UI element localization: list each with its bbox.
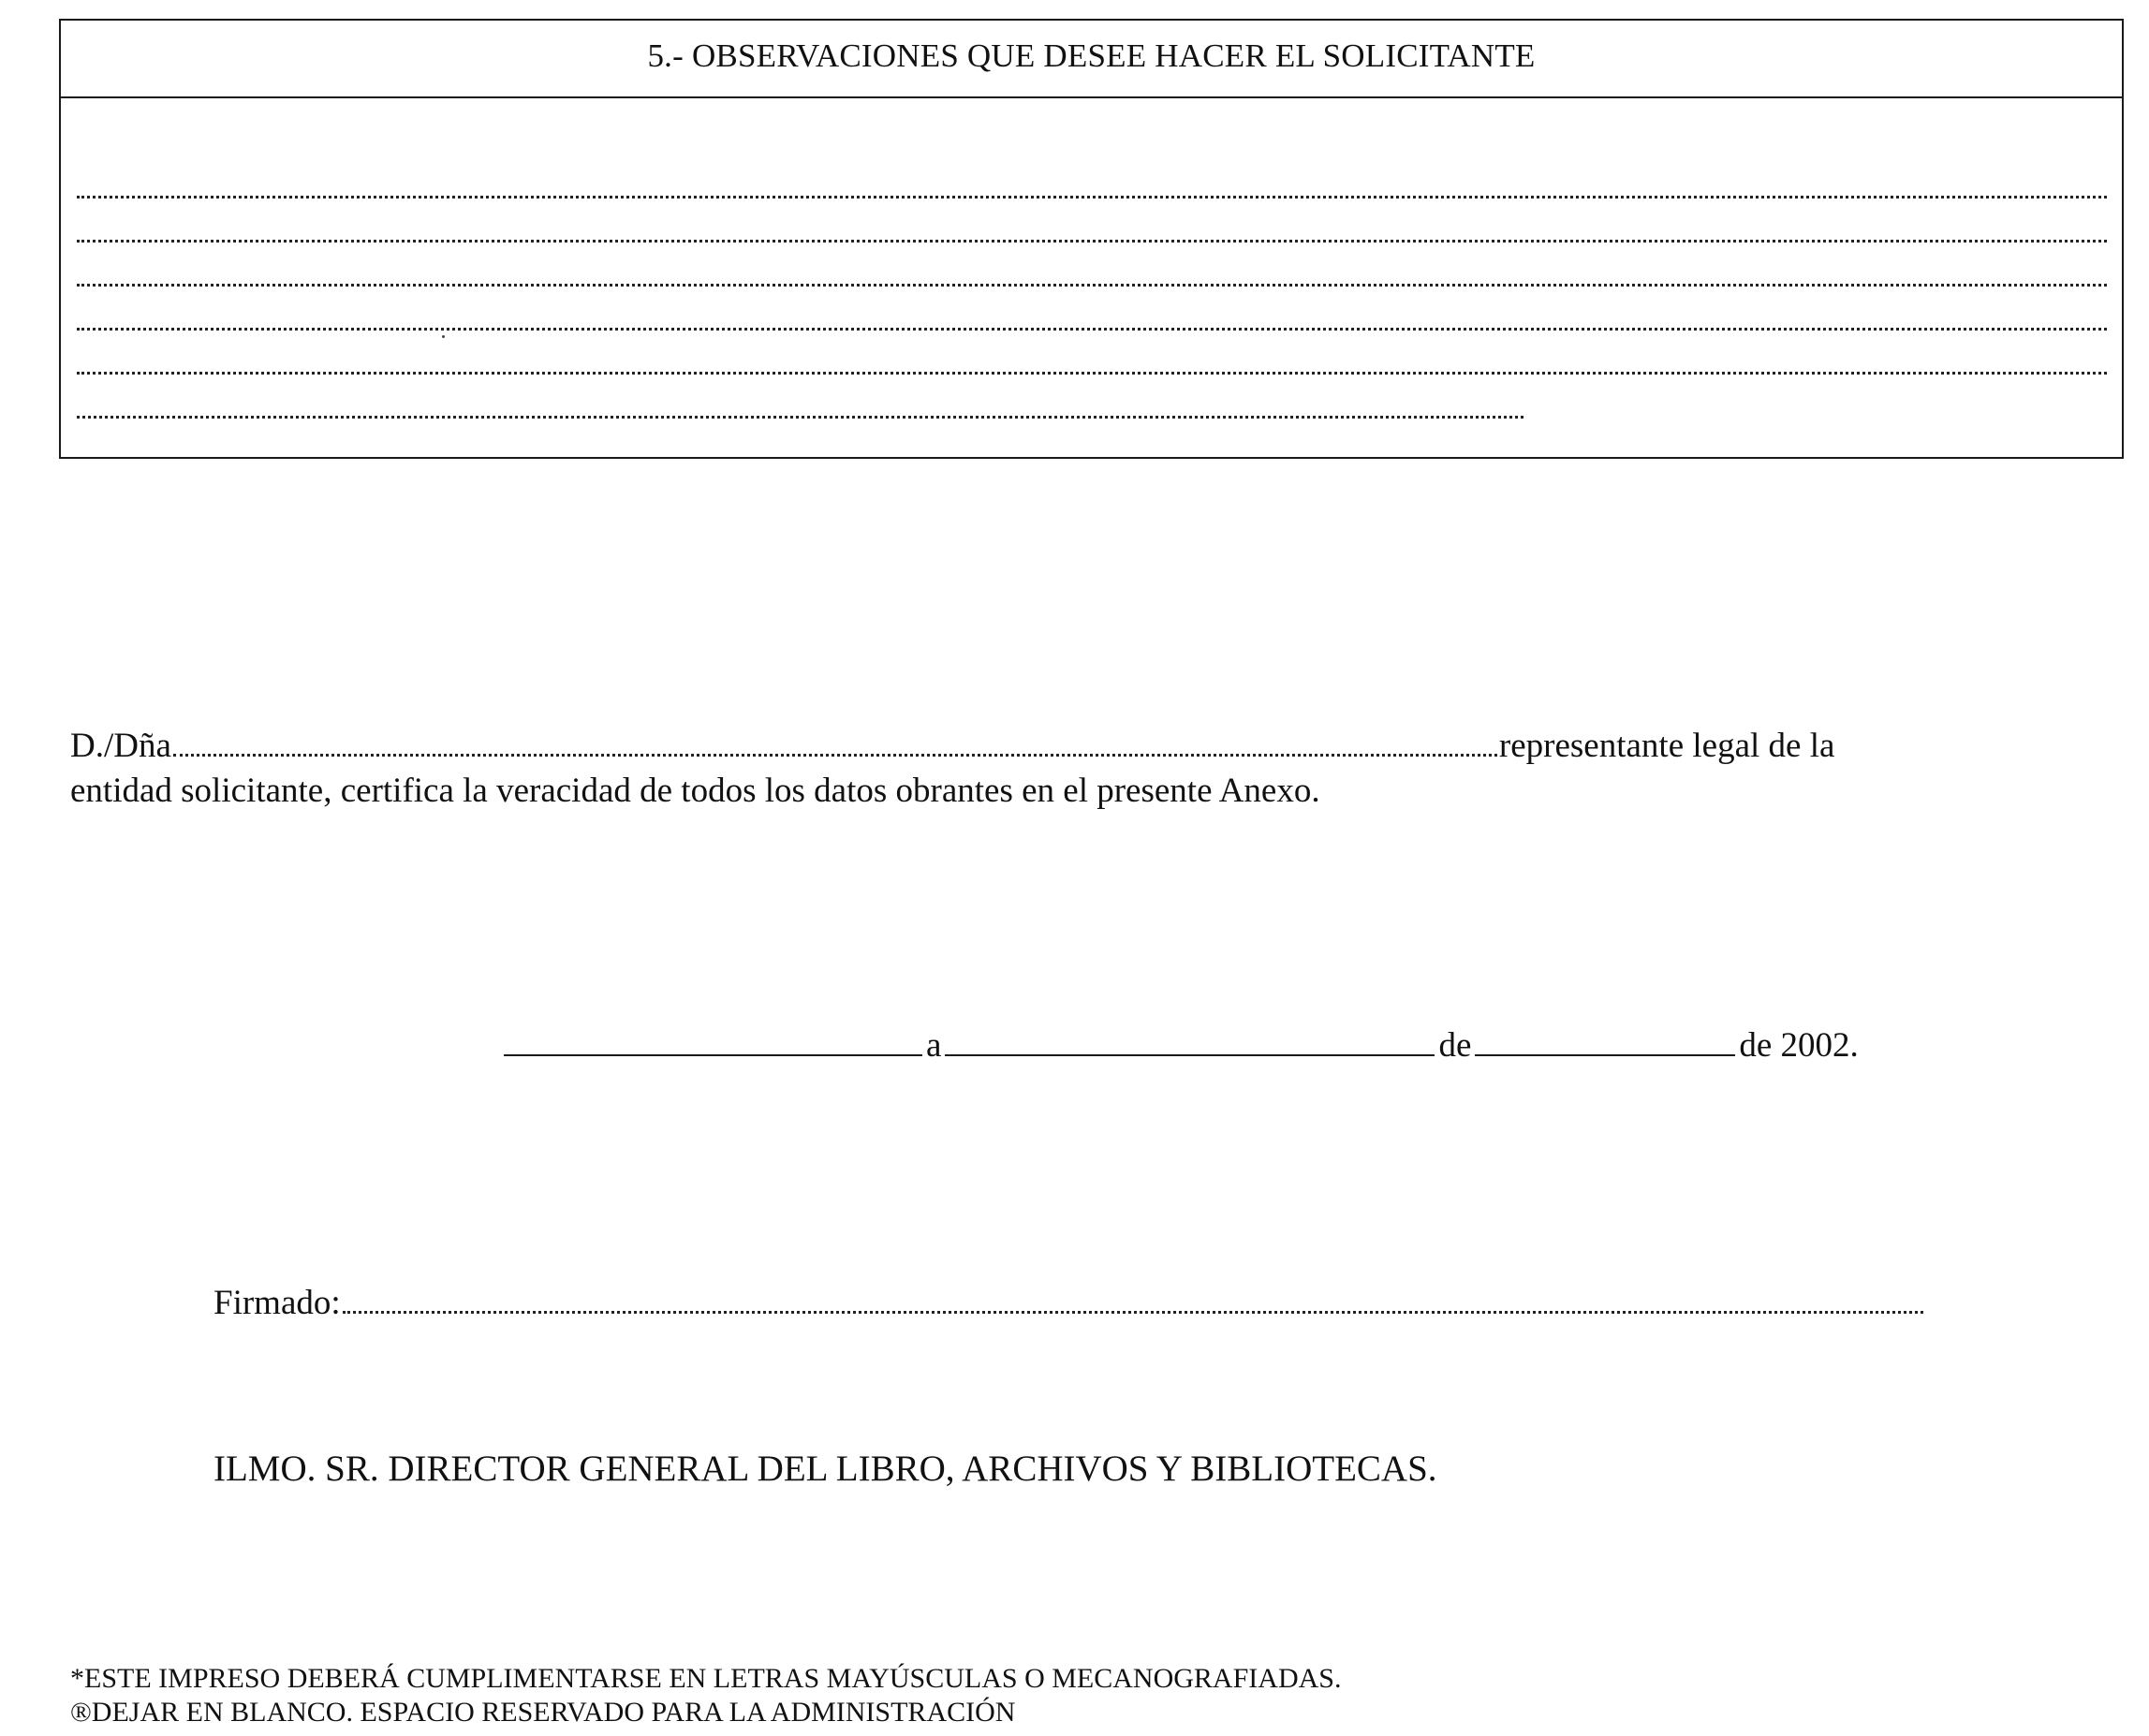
place-field[interactable] — [504, 1054, 922, 1056]
observation-line-3[interactable] — [77, 284, 2107, 287]
declaration-line-2: entidad solicitante, certifica la veracidad de todos los datos obrantes en el presente Anexo. — [70, 772, 1320, 810]
observation-line-4[interactable] — [77, 328, 2107, 331]
representative-name-field[interactable] — [173, 754, 1497, 757]
observation-line-1[interactable] — [77, 196, 2107, 199]
date-line — [504, 1025, 1859, 1067]
day-field[interactable] — [945, 1054, 1435, 1056]
date-a-label: a — [926, 1026, 942, 1065]
stray-mark — [442, 335, 445, 338]
date-year-label: de 2002. — [1739, 1026, 1859, 1065]
date-de-label: de — [1438, 1026, 1472, 1065]
signature-label: Firmado: — [213, 1284, 341, 1322]
declaration-prefix: D./Dña — [70, 727, 171, 765]
declaration-line-1 — [70, 726, 1834, 767]
declaration-suffix: representante legal de la — [1498, 727, 1835, 765]
note-uppercase: *ESTE IMPRESO DEBERÁ CUMPLIMENTARSE EN LETRAS MAYÚSCULAS O MECANOGRAFIADAS. — [70, 1663, 1342, 1694]
observation-line-2[interactable] — [77, 240, 2107, 243]
month-field[interactable] — [1475, 1054, 1735, 1056]
addressee: ILMO. SR. DIRECTOR GENERAL DEL LIBRO, ARCHIVOS Y BIBLIOTECAS. — [213, 1449, 1437, 1489]
signature-line — [213, 1283, 1925, 1324]
observation-line-5[interactable] — [77, 372, 2107, 375]
observation-line-6[interactable] — [77, 416, 1523, 419]
note-reserved: ®DEJAR EN BLANCO. ESPACIO RESERVADO PARA LA ADMINISTRACIÓN — [70, 1697, 1016, 1728]
observations-box — [59, 19, 2124, 459]
section-title: 5.- OBSERVACIONES QUE DESEE HACER EL SOLICITANTE — [61, 21, 2122, 98]
signature-field[interactable] — [343, 1311, 1923, 1314]
